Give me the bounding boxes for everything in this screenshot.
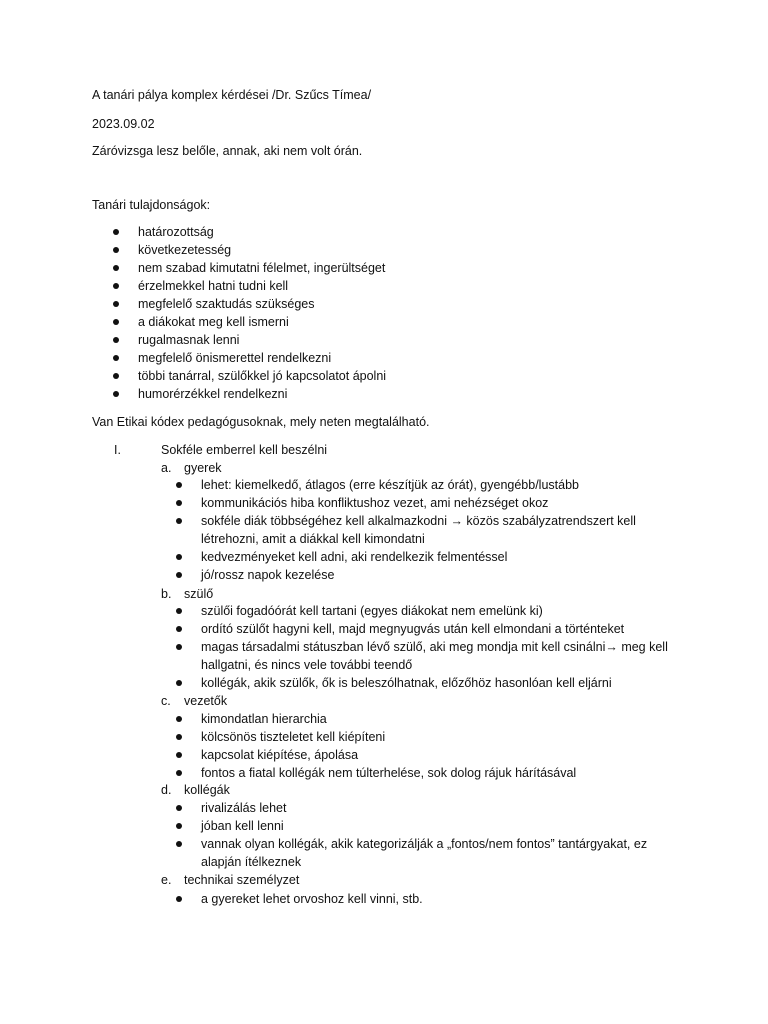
bullet-icon: [176, 896, 182, 902]
group-label: technikai személyzet: [184, 873, 300, 887]
group-letter: e.: [161, 873, 172, 887]
list-item: humorérzékkel rendelkezni: [138, 385, 386, 403]
bullet-icon: [176, 608, 182, 614]
bullet-icon: [176, 626, 182, 632]
document-date: 2023.09.02: [92, 117, 155, 131]
qualities-heading: Tanári tulajdonságok:: [92, 198, 211, 212]
group-label: gyerek: [184, 461, 222, 475]
ethics-note: Van Etikai kódex pedagógusoknak, mely neten megtalálható.: [92, 415, 430, 429]
bullet-icon: [176, 572, 182, 578]
list-item: rivalizálás lehet: [201, 799, 671, 817]
bullet-icon: [113, 355, 119, 361]
list-item: rugalmasnak lenni: [138, 331, 386, 349]
list-item: ordító szülőt hagyni kell, majd megnyugvás után kell elmondani a történteket: [201, 620, 671, 638]
bullet-icon: [113, 283, 119, 289]
group-label: vezetők: [184, 694, 228, 708]
list-item: vannak olyan kollégák, akik kategorizálják a „fontos/nem fontos” tantárgyakat, ez alapján ítélkeznek: [201, 835, 671, 871]
list-item: fontos a fiatal kollégák nem túlterhelése, sok dolog rájuk hárításával: [201, 764, 671, 782]
list-item: kollégák, akik szülők, ők is beleszólhatnak, előzőhöz hasonlóan kell eljárni: [201, 674, 671, 692]
bullet-icon: [176, 770, 182, 776]
list-item: sokféle diák többségéhez kell alkalmazkodni → közös szabályzatrendszert kell létrehozni, amit a diákkal kell kimondatni: [201, 512, 671, 548]
list-item: határozottság: [138, 223, 386, 241]
group-letter: d.: [161, 783, 172, 797]
list-item: kommunikációs hiba konfliktushoz vezet, ami nehézséget okoz: [201, 494, 671, 512]
bullet-icon: [113, 229, 119, 235]
list-item: jóban kell lenni: [201, 817, 671, 835]
bullet-icon: [176, 752, 182, 758]
bullet-icon: [113, 337, 119, 343]
bullet-icon: [176, 716, 182, 722]
list-item: magas társadalmi státuszban lévő szülő, aki meg mondja mit kell csinálni→ meg kell hallgatni, és nincs vele további teendő: [201, 638, 671, 674]
bullet-icon: [113, 265, 119, 271]
bullet-icon: [113, 391, 119, 397]
group-items: [201, 476, 671, 584]
list-item: nem szabad kimutatni félelmet, ingerültséget: [138, 259, 386, 277]
list-item: következetesség: [138, 241, 386, 259]
list-item: érzelmekkel hatni tudni kell: [138, 277, 386, 295]
qualities-list: [138, 223, 386, 403]
group-items: [201, 890, 671, 908]
group-items: [201, 602, 671, 692]
list-item: a gyereket lehet orvoshoz kell vinni, stb.: [201, 890, 671, 908]
section-numeral: I.: [114, 443, 121, 457]
bullet-icon: [113, 247, 119, 253]
list-item: többi tanárral, szülőkkel jó kapcsolatot ápolni: [138, 367, 386, 385]
list-item: kedvezményeket kell adni, aki rendelkezik felmentéssel: [201, 548, 671, 566]
section-title: Sokféle emberrel kell beszélni: [161, 443, 328, 457]
group-label: szülő: [184, 587, 214, 601]
group-letter: b.: [161, 587, 172, 601]
list-item: a diákokat meg kell ismerni: [138, 313, 386, 331]
bullet-icon: [176, 805, 182, 811]
group-items: [201, 710, 671, 782]
list-item: szülői fogadóórát kell tartani (egyes diákokat nem emelünk ki): [201, 602, 671, 620]
bullet-icon: [176, 644, 182, 650]
list-item: lehet: kiemelkedő, átlagos (erre készítjük az órát), gyengébb/lustább: [201, 476, 671, 494]
group-letter: c.: [161, 694, 171, 708]
bullet-icon: [176, 482, 182, 488]
bullet-icon: [176, 518, 182, 524]
document-title: A tanári pálya komplex kérdései /Dr. Szűcs Tímea/: [92, 88, 372, 102]
group-letter: a.: [161, 461, 172, 475]
bullet-icon: [113, 301, 119, 307]
list-item: kimondatlan hierarchia: [201, 710, 671, 728]
list-item: megfelelő szaktudás szükséges: [138, 295, 386, 313]
group-label: kollégák: [184, 783, 230, 797]
bullet-icon: [113, 319, 119, 325]
bullet-icon: [176, 823, 182, 829]
exam-note: Záróvizsga lesz belőle, annak, aki nem volt órán.: [92, 144, 363, 158]
bullet-icon: [113, 373, 119, 379]
bullet-icon: [176, 734, 182, 740]
bullet-icon: [176, 554, 182, 560]
bullet-icon: [176, 841, 182, 847]
bullet-icon: [176, 680, 182, 686]
bullet-icon: [176, 500, 182, 506]
list-item: kapcsolat kiépítése, ápolása: [201, 746, 671, 764]
group-items: [201, 799, 671, 871]
list-item: megfelelő önismerettel rendelkezni: [138, 349, 386, 367]
list-item: jó/rossz napok kezelése: [201, 566, 671, 584]
list-item: kölcsönös tiszteletet kell kiépíteni: [201, 728, 671, 746]
